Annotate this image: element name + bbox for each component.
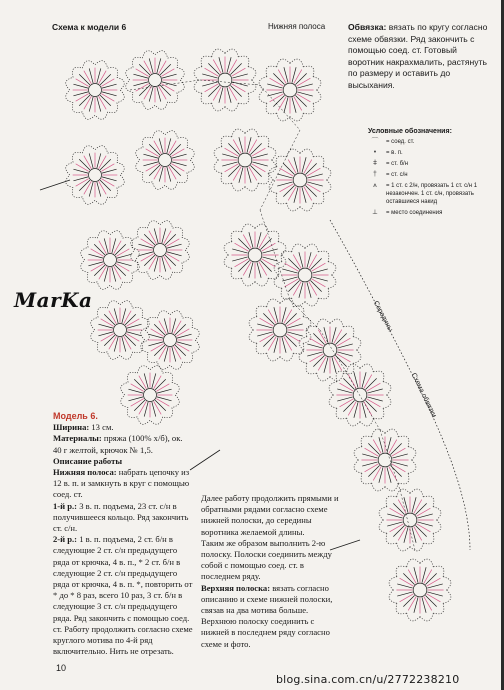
motif-center: [353, 388, 367, 402]
legend-item-text: = ст. с/н: [386, 172, 408, 178]
motif-spoke: [230, 63, 241, 74]
motif-spoke: [250, 143, 261, 154]
motif-spoke: [228, 143, 239, 154]
motif-spoke: [170, 144, 181, 155]
motif-picot-arc: [192, 340, 199, 353]
motif-picot-arc: [66, 77, 73, 90]
motif-spoke: [230, 85, 241, 96]
motif-picot-arc: [410, 543, 423, 551]
motif-spoke: [170, 165, 181, 176]
motif-picot-arc: [136, 160, 143, 173]
motif-picot-arc: [170, 311, 183, 318]
motif-picot-arc: [232, 183, 245, 191]
motif-spoke: [125, 335, 136, 346]
motif-picot-arc: [212, 49, 225, 57]
motif-picot-arc: [224, 242, 232, 255]
motif-picot-arc: [255, 224, 268, 232]
motif-picot-arc: [66, 90, 73, 103]
motif-spoke: [238, 238, 249, 249]
motif-picot-arc: [410, 489, 423, 497]
motif-picot-arc: [117, 77, 124, 90]
motif-picot-arc: [117, 90, 124, 103]
motif-spoke: [175, 345, 186, 356]
scheme-title: Схема к модели 6: [52, 22, 127, 32]
motif-spoke: [288, 258, 299, 269]
motif-picot-arc: [194, 67, 202, 80]
motif-spoke: [238, 260, 249, 271]
motif-picot-arc: [347, 418, 360, 426]
watermark: blog.sina.com.cn/u/2772238210: [276, 673, 460, 686]
motif-picot-arc: [194, 80, 202, 93]
motif-picot-arc: [136, 147, 143, 160]
motif-spoke: [273, 73, 284, 84]
motif-picot-arc: [91, 330, 98, 343]
motif-picot-arc: [372, 483, 385, 491]
motif-spoke: [368, 465, 379, 476]
motif-picot-arc: [329, 395, 337, 408]
motif-picot-arc: [141, 327, 148, 340]
motif-picot-arc: [142, 102, 155, 109]
motif-picot-arc: [407, 559, 420, 567]
legend-title: Условные обозначения:: [368, 128, 452, 135]
motif-spoke: [94, 244, 105, 255]
dot-symbol-icon: •: [373, 149, 377, 156]
motif-picot-arc: [160, 272, 173, 279]
motif-spoke: [365, 400, 376, 411]
motif-picot-arc: [165, 131, 178, 138]
motif-picot-arc: [81, 260, 88, 273]
continued-p3: Верхнюю полоску соединить с нижней в последнем ряду согласно схеме и фото.: [201, 616, 330, 649]
motif-spoke: [313, 355, 324, 366]
binding-lead: Обвязка:: [348, 22, 387, 32]
motif-spoke: [390, 443, 401, 454]
motif-picot-arc: [82, 146, 95, 153]
motif-picot-arc: [126, 67, 133, 80]
page-number: 10: [56, 663, 67, 673]
motif-spoke: [144, 255, 155, 266]
motif-spoke: [104, 335, 115, 346]
motif-spoke: [393, 525, 404, 536]
motif-center: [114, 324, 127, 337]
motif-picot-arc: [117, 175, 124, 188]
motif-spoke: [403, 595, 414, 606]
motif-picot-arc: [277, 113, 290, 121]
motif-center: [89, 84, 102, 97]
motif-center: [323, 343, 337, 357]
motif-picot-arc: [172, 395, 179, 408]
motif-picot-arc: [214, 160, 222, 173]
motif-picot-arc: [313, 90, 321, 103]
motif-picot-arc: [354, 460, 362, 473]
motif-spoke: [165, 234, 176, 245]
motif-spoke: [288, 280, 299, 291]
motif-picot-arc: [232, 129, 245, 137]
motif-spoke: [295, 73, 306, 84]
motif-spoke: [144, 234, 155, 245]
motif-picot-arc: [385, 429, 398, 437]
motif-picot-arc: [245, 183, 258, 191]
label-middle: Середины: [371, 300, 394, 333]
motif-picot-arc: [107, 352, 120, 359]
motif-picot-arc: [242, 224, 255, 232]
motif-spoke: [115, 265, 126, 276]
motif-picot-arc: [305, 298, 318, 306]
motif-picot-arc: [110, 231, 123, 238]
motif-picot-arc: [420, 613, 433, 621]
motif-picot-arc: [268, 147, 276, 160]
motif-spoke: [305, 163, 316, 174]
motif-spoke: [139, 85, 150, 96]
motif-spoke: [100, 180, 111, 191]
motif-picot-arc: [82, 61, 95, 68]
motif-picot-arc: [360, 364, 373, 372]
motif-picot-arc: [66, 162, 73, 175]
motif-spoke: [390, 465, 401, 476]
motif-picot-arc: [137, 366, 150, 373]
motif-spoke: [250, 165, 261, 176]
motif-picot-arc: [95, 61, 108, 68]
motif-spoke: [228, 165, 239, 176]
motif-spoke: [208, 63, 219, 74]
stitch-symbol-icon: ǂ: [372, 160, 378, 167]
motif-center: [218, 73, 232, 87]
motif-center: [164, 334, 177, 347]
motif-spoke: [154, 324, 165, 335]
motif-picot-arc: [170, 362, 183, 369]
motif-picot-arc: [292, 244, 305, 252]
motif-picot-arc: [177, 80, 184, 93]
width-line: Ширина: 13 см.: [53, 422, 114, 433]
motif-picot-arc: [379, 507, 387, 520]
motif-spoke: [155, 400, 166, 411]
continued-description: [201, 493, 341, 650]
motif-picot-arc: [97, 282, 110, 289]
motif-spoke: [165, 255, 176, 266]
chain-line: [345, 370, 380, 430]
motif-picot-arc: [300, 203, 313, 211]
motif-picot-arc: [182, 250, 189, 263]
motif-picot-arc: [433, 507, 441, 520]
motif-spoke: [154, 345, 165, 356]
motif-spoke: [208, 85, 219, 96]
motif-spoke: [79, 180, 90, 191]
motif-picot-arc: [328, 262, 336, 275]
motif-picot-arc: [157, 362, 170, 369]
motif-picot-arc: [280, 353, 293, 361]
motif-picot-arc: [323, 167, 331, 180]
motif-picot-arc: [82, 112, 95, 119]
motif-picot-arc: [287, 203, 300, 211]
motif-picot-arc: [372, 429, 385, 437]
motif-picot-arc: [433, 520, 441, 533]
motif-picot-arc: [408, 460, 416, 473]
motif-picot-arc: [255, 278, 268, 286]
motif-picot-arc: [443, 577, 451, 590]
motif-picot-arc: [132, 260, 139, 273]
motif-picot-arc: [383, 395, 391, 408]
motif-picot-arc: [97, 231, 110, 238]
motif-spoke: [403, 573, 414, 584]
motif-picot-arc: [187, 147, 194, 160]
motif-picot-arc: [249, 317, 257, 330]
motif-picot-arc: [330, 373, 343, 381]
label-binding-scheme: Схема обвязки: [409, 372, 438, 419]
binding-text: вязать по кругу согласно схеме обвязки. Ряд закончить с помощью соед. ст. Готовый воротник накрахмалить, растянуть по размеру и оставить до высыхания.: [348, 22, 488, 90]
materials-line: Материалы: пряжа (100% х/б), ок. 40 г желтой, крючок № 1,5.: [53, 433, 183, 455]
motif-picot-arc: [397, 543, 410, 551]
motif-picot-arc: [290, 59, 303, 67]
motif-spoke: [283, 163, 294, 174]
motif-spoke: [263, 313, 274, 324]
motif-center: [273, 323, 287, 337]
motif-picot-arc: [379, 520, 387, 533]
motif-picot-arc: [212, 103, 225, 111]
motif-spoke: [125, 314, 136, 325]
motif-picot-arc: [81, 247, 88, 260]
motif-center: [248, 248, 262, 262]
motif-picot-arc: [280, 299, 293, 307]
motif-picot-arc: [267, 353, 280, 361]
motif-picot-arc: [420, 559, 433, 567]
motif-picot-arc: [187, 160, 194, 173]
motif-picot-arc: [300, 149, 313, 157]
motif-picot-arc: [353, 350, 361, 363]
direction-arrow: [190, 450, 220, 470]
motif-picot-arc: [177, 67, 184, 80]
motif-picot-arc: [95, 112, 108, 119]
dc-symbol-icon: †: [373, 171, 377, 178]
motif-spoke: [79, 159, 90, 170]
motif-spoke: [155, 379, 166, 390]
signature-marka: MarKa: [14, 288, 93, 312]
motif-center: [89, 169, 102, 182]
motif-picot-arc: [107, 301, 120, 308]
motif-spoke: [335, 355, 346, 366]
motif-picot-arc: [192, 327, 199, 340]
motif-picot-arc: [353, 337, 361, 350]
legend-item-text: = 1 ст. с 2/н, провязать 1 ст. с/н 1 незакончен. 1 ст. с/н, провязать оставшиеся накид: [386, 183, 478, 205]
motif-spoke: [425, 595, 436, 606]
motif-picot-arc: [214, 147, 222, 160]
motif-picot-arc: [120, 301, 133, 308]
motif-picot-arc: [95, 146, 108, 153]
motif-picot-arc: [317, 319, 330, 327]
motif-center: [413, 583, 427, 597]
motif-picot-arc: [132, 247, 139, 260]
motif-picot-arc: [397, 489, 410, 497]
model-title: Модель 6.: [53, 411, 98, 421]
motif-spoke: [285, 335, 296, 346]
motif-picot-arc: [157, 311, 170, 318]
cluster-symbol-icon: ⩚: [373, 182, 377, 189]
motif-spoke: [175, 324, 186, 335]
motif-spoke: [139, 64, 150, 75]
motif-spoke: [100, 95, 111, 106]
motif-center: [293, 173, 307, 187]
motif-picot-arc: [147, 221, 160, 228]
motif-center: [149, 74, 162, 87]
motif-picot-arc: [317, 373, 330, 381]
motif-picot-arc: [354, 447, 362, 460]
motif-picot-arc: [147, 272, 160, 279]
motif-picot-arc: [110, 282, 123, 289]
motif-picot-arc: [259, 77, 267, 90]
motif-spoke: [134, 379, 145, 390]
motif-spoke: [310, 280, 321, 291]
motif-picot-arc: [269, 180, 277, 193]
legend-item-text: = ст. б/н: [386, 161, 409, 167]
motif-spoke: [104, 314, 115, 325]
motif-picot-arc: [242, 278, 255, 286]
continued-p2: Таким же образом выполнить 2-ю полоску. Полоски соединить между собой с помощью соед. ст. в последнем ряду.: [201, 537, 332, 582]
motif-spoke: [94, 265, 105, 276]
legend-item-text: = в. п.: [386, 150, 403, 156]
continued-p1: Далее работу продолжить прямыми и обратными рядами согласно схеме нижней полоски, до середины воротника желаемой длины.: [201, 493, 339, 537]
motif-picot-arc: [268, 160, 276, 173]
motif-picot-arc: [267, 299, 280, 307]
motif-spoke: [134, 400, 145, 411]
motif-picot-arc: [360, 418, 373, 426]
motif-picot-arc: [126, 80, 133, 93]
motif-center: [154, 244, 167, 257]
motif-picot-arc: [225, 103, 238, 111]
chain-line: [290, 300, 320, 330]
motif-spoke: [100, 159, 111, 170]
motif-picot-arc: [160, 221, 173, 228]
motif-picot-arc: [385, 483, 398, 491]
motif-picot-arc: [407, 613, 420, 621]
motif-picot-arc: [82, 197, 95, 204]
motif-spoke: [263, 335, 274, 346]
motif-spoke: [273, 95, 284, 106]
motif-center: [298, 268, 312, 282]
motif-spoke: [335, 333, 346, 344]
motif-spoke: [295, 95, 306, 106]
legend-item-text: = место соединения: [386, 210, 443, 216]
motif-picot-arc: [117, 162, 124, 175]
motif-picot-arc: [292, 298, 305, 306]
motif-picot-arc: [91, 317, 98, 330]
motif-center: [144, 389, 157, 402]
motif-picot-arc: [121, 382, 128, 395]
join-symbol-icon: ⟂: [372, 209, 378, 216]
motif-spoke: [260, 238, 271, 249]
motif-spoke: [79, 74, 90, 85]
motif-picot-arc: [323, 180, 331, 193]
legend-item-text: = соед. ст.: [386, 139, 415, 145]
motif-picot-arc: [182, 237, 189, 250]
motif-spoke: [160, 64, 171, 75]
motif-picot-arc: [277, 59, 290, 67]
motif-picot-arc: [347, 364, 360, 372]
motif-spoke: [100, 74, 111, 85]
motif-spoke: [149, 165, 160, 176]
motif-spoke: [149, 144, 160, 155]
motif-picot-arc: [248, 67, 256, 80]
lower-strip-label: Нижняя полоса: [268, 22, 326, 31]
work-heading: Описание работы: [53, 455, 123, 466]
row2-text: 2-й р.: 1 в. п. подъема, 2 ст. б/н в следующие 2 ст. с/н предыдущего ряда от крючка, 4 в. п., * 2 ст. б/н в следующие 2 ст. с/н предыдущего ряда от крючка, 4 в. п. *, повторить от * до * 8 раз, всего 10 раз, 3 ст. б/н в следующие 3 ст. с/н предыдущего ряда. Ряд закончить с помощью соед. ст. Работу продолжить согласно схеме круглого мотива по 4-й ряд включительно. Нить не отрезать.: [53, 534, 193, 657]
motif-picot-arc: [389, 577, 397, 590]
motif-picot-arc: [248, 80, 256, 93]
motif-spoke: [285, 313, 296, 324]
motif-picot-arc: [165, 182, 178, 189]
motif-spoke: [425, 573, 436, 584]
motif-spoke: [368, 443, 379, 454]
motif-spoke: [305, 185, 316, 196]
motif-picot-arc: [383, 382, 391, 395]
motif-picot-arc: [225, 49, 238, 57]
motif-picot-arc: [142, 330, 149, 343]
motif-picot-arc: [259, 90, 267, 103]
binding-edge: [330, 220, 470, 550]
motif-picot-arc: [131, 237, 138, 250]
motif-picot-arc: [330, 319, 343, 327]
upper-strip-text: Верхняя полоска: вязать согласно описанию и схеме нижней полоски, связав на два мотива больше.: [201, 582, 333, 616]
motif-spoke: [115, 244, 126, 255]
motif-spoke: [79, 95, 90, 106]
motif-picot-arc: [172, 382, 179, 395]
motif-picot-arc: [328, 275, 336, 288]
lower-strip-text: Нижняя полоса: набрать цепочку из 12 в. п. и замкнуть в круг с помощью соед. ст.: [53, 467, 190, 500]
motif-picot-arc: [305, 244, 318, 252]
motif-center: [104, 254, 117, 267]
motif-spoke: [310, 258, 321, 269]
motif-picot-arc: [152, 131, 165, 138]
motif-spoke: [415, 503, 426, 514]
chain-symbol-icon: ⌒: [371, 138, 379, 145]
motif-picot-arc: [121, 395, 128, 408]
motif-center: [378, 453, 392, 467]
motif-picot-arc: [290, 113, 303, 121]
motif-spoke: [260, 260, 271, 271]
motif-picot-arc: [120, 352, 133, 359]
motif-picot-arc: [245, 129, 258, 137]
motif-picot-arc: [155, 51, 168, 58]
motif-picot-arc: [249, 330, 257, 343]
motif-picot-arc: [389, 590, 397, 603]
motif-center: [238, 153, 252, 167]
motif-center: [403, 513, 417, 527]
motif-picot-arc: [150, 366, 163, 373]
direction-arrow: [40, 180, 70, 190]
motif-picot-arc: [408, 447, 416, 460]
motif-picot-arc: [152, 182, 165, 189]
motif-spoke: [365, 378, 376, 389]
motif-spoke: [393, 503, 404, 514]
motif-spoke: [160, 85, 171, 96]
motif-spoke: [283, 185, 294, 196]
motif-picot-arc: [443, 590, 451, 603]
motif-spoke: [343, 400, 354, 411]
motif-picot-arc: [313, 77, 321, 90]
row1-text: 1-й р.: 3 в. п. подъема, 23 ст. с/н в получившееся кольцо. Ряд закончить ст. с/н.: [53, 500, 189, 534]
motif-picot-arc: [95, 197, 108, 204]
motif-center: [283, 83, 297, 97]
motif-picot-arc: [155, 102, 168, 109]
motif-picot-arc: [224, 255, 232, 268]
motif-picot-arc: [329, 382, 337, 395]
motif-spoke: [415, 525, 426, 536]
model-description: [53, 411, 193, 657]
motif-center: [159, 154, 172, 167]
motif-picot-arc: [131, 250, 138, 263]
motif-picot-arc: [142, 51, 155, 58]
